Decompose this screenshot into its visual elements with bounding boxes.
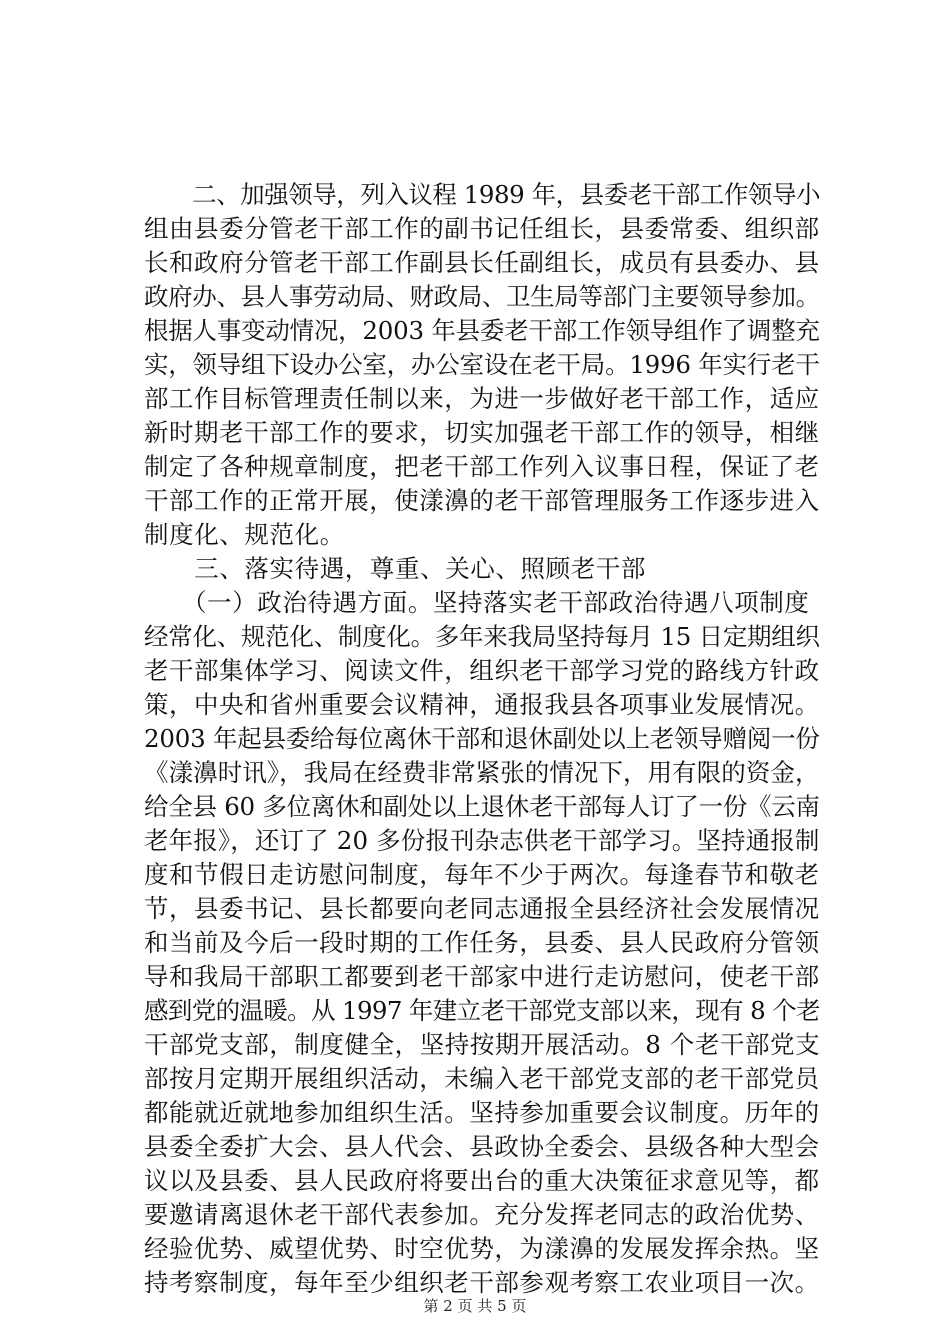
text-line: 导和我局干部职工都要到老干部家中进行走访慰问，使老干部: [144, 962, 820, 991]
text-line: 2003 年起县委给每位离休干部和退休副处以上老领导赠阅一份: [144, 724, 820, 753]
text-line: 策，中央和省州重要会议精神，通报我县各项事业发展情况。: [144, 690, 820, 719]
text-line: 都能就近就地参加组织生活。坚持参加重要会议制度。历年的: [144, 1098, 820, 1127]
text-line: 和当前及今后一段时期的工作任务，县委、县人民政府分管领: [144, 928, 820, 957]
text-line: 度和节假日走访慰问制度，每年不少于两次。每逢春节和敬老: [144, 860, 820, 889]
text-line: 根据人事变动情况，2003 年县委老干部工作领导组作了调整充: [144, 316, 820, 345]
text-line: 《漾濞时讯》，我局在经费非常紧张的情况下，用有限的资金，: [144, 758, 820, 787]
text-line: 县委全委扩大会、县人代会、县政协全委会、县级各种大型会: [144, 1132, 820, 1161]
text-line: 要邀请离退休老干部代表参加。充分发挥老同志的政治优势、: [144, 1200, 820, 1229]
text-line: 议以及县委、县人民政府将要出台的重大决策征求意见等，都: [144, 1166, 820, 1195]
text-line: 实，领导组下设办公室，办公室设在老干局。1996 年实行老干: [144, 350, 820, 379]
text-line: 制定了各种规章制度，把老干部工作列入议事日程，保证了老: [144, 452, 820, 481]
text-line: 政府办、县人事劳动局、财政局、卫生局等部门主要领导参加。: [144, 282, 820, 311]
section-heading: 三、落实待遇，尊重、关心、照顾老干部: [144, 554, 646, 583]
text-line: 老年报》，还订了 20 多份报刊杂志供老干部学习。坚持通报制: [144, 826, 820, 855]
text-line: 干部工作的正常开展，使漾濞的老干部管理服务工作逐步进入: [144, 486, 820, 515]
page-footer: 第 2 页 共 5 页: [423, 1297, 527, 1315]
text-line: 经验优势、威望优势、时空优势，为漾濞的发展发挥余热。坚: [144, 1234, 820, 1263]
text-line: 新时期老干部工作的要求，切实加强老干部工作的领导，相继: [144, 418, 820, 447]
text-line: 节，县委书记、县长都要向老同志通报全县经济社会发展情况: [144, 894, 820, 923]
text-line: 经常化、规范化、制度化。多年来我局坚持每月 15 日定期组织: [144, 622, 820, 651]
text-line: 组由县委分管老干部工作的副书记任组长，县委常委、组织部: [144, 214, 820, 243]
text-line: 干部党支部，制度健全，坚持按期开展活动。8 个老干部党支: [144, 1030, 821, 1059]
text-line: 制度化、规范化。: [144, 520, 345, 549]
text-line: 部工作目标管理责任制以来，为进一步做好老干部工作，适应: [144, 384, 820, 413]
text-line: 给全县 60 多位离休和副处以上退休老干部每人订了一份《云南: [144, 792, 820, 821]
text-line: 二、加强领导，列入议程 1989 年，县委老干部工作领导小: [144, 180, 821, 209]
text-line: 老干部集体学习、阅读文件，组织老干部学习党的路线方针政: [144, 656, 820, 685]
text-line: 长和政府分管老干部工作副县长任副组长，成员有县委办、县: [144, 248, 820, 277]
text-line: 持考察制度，每年至少组织老干部参观考察工农业项目一次。: [144, 1268, 820, 1297]
subsection-heading: （一）政治待遇方面。坚持落实老干部政治待遇八项制度: [144, 588, 810, 617]
text-line: 部按月定期开展组织活动，未编入老干部党支部的老干部党员: [144, 1064, 820, 1093]
text-line: 感到党的温暖。从 1997 年建立老干部党支部以来，现有 8 个老: [144, 996, 820, 1025]
